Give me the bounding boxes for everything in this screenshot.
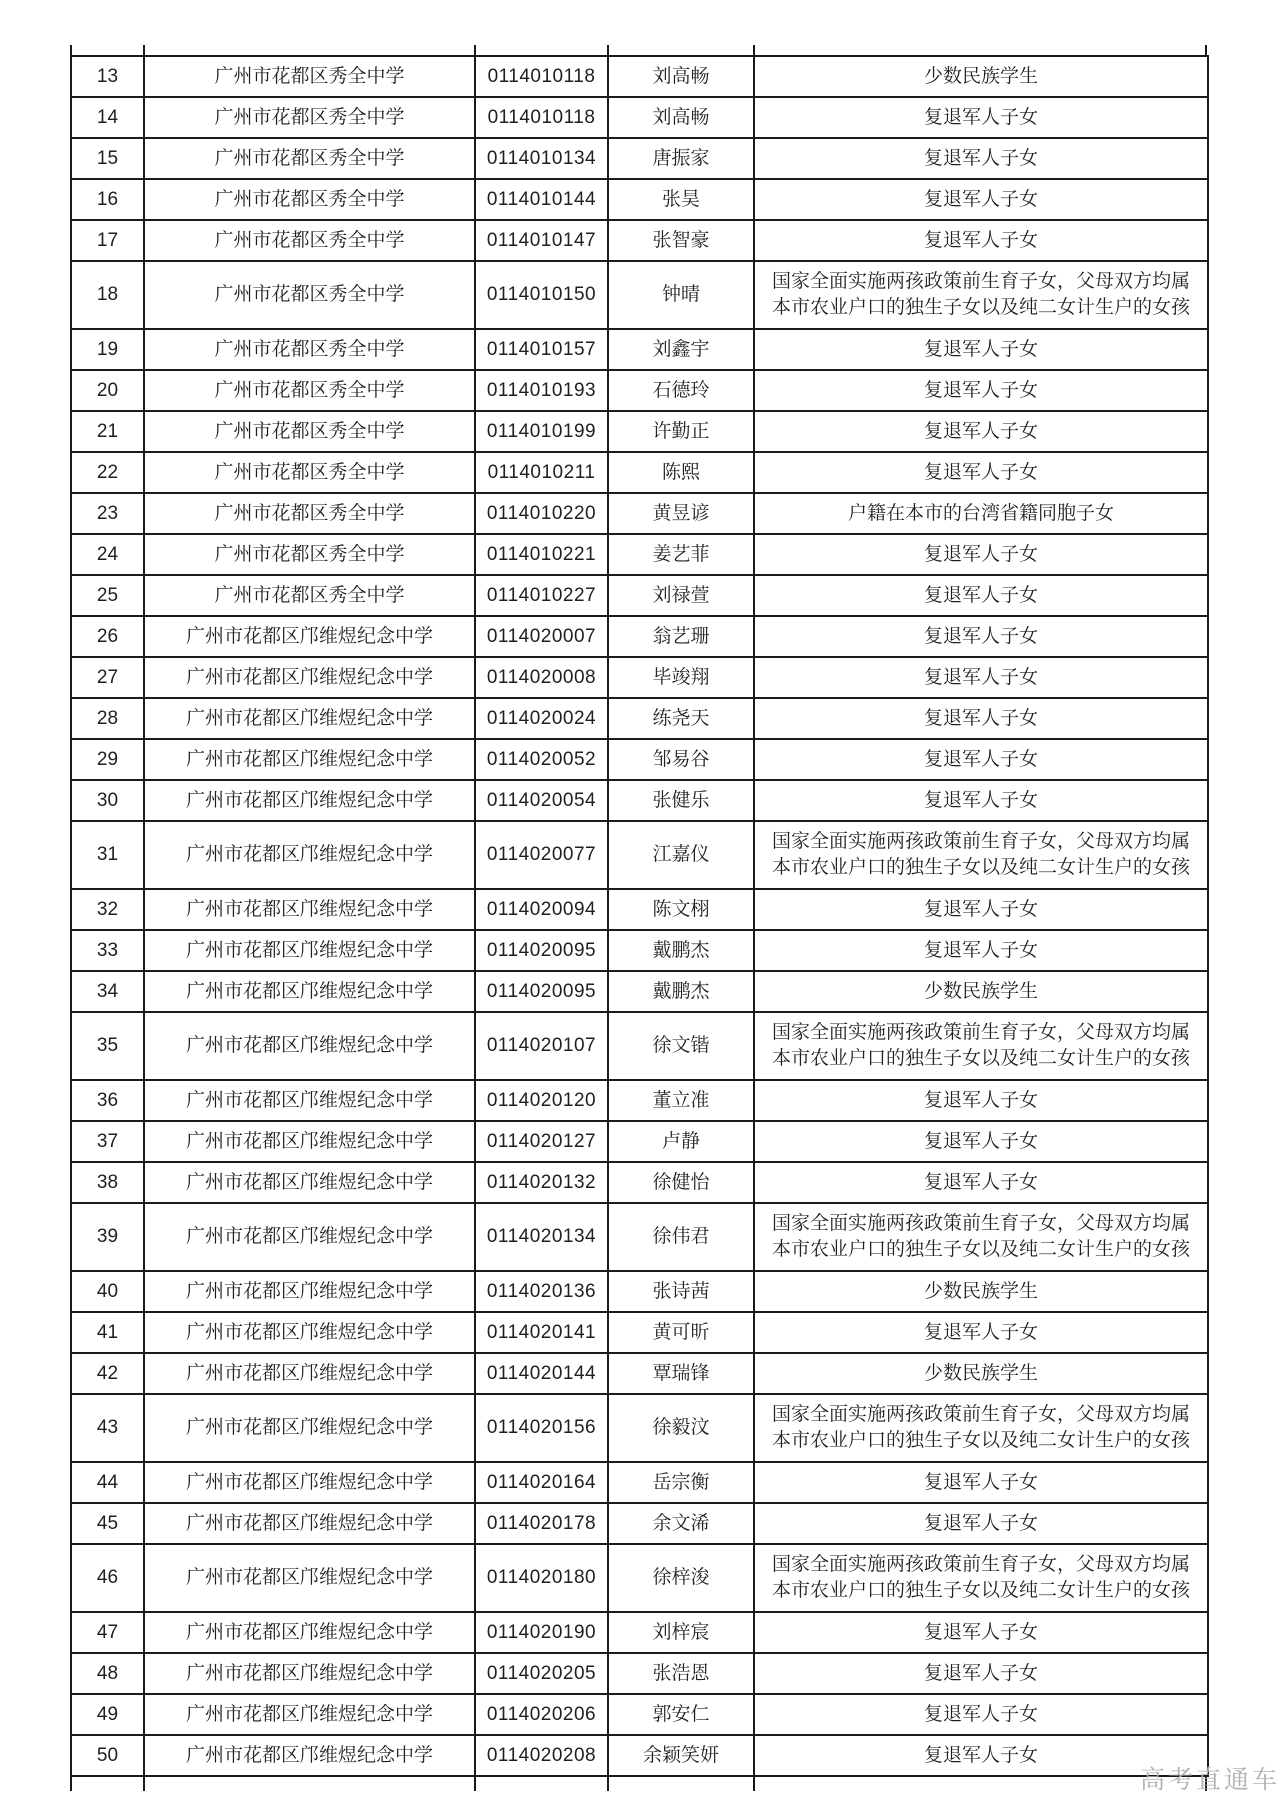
school-name-cell: 广州市花都区秀全中学 bbox=[144, 534, 475, 575]
table-row bbox=[71, 739, 1208, 780]
table-row bbox=[71, 493, 1208, 534]
school-name-cell: 广州市花都区邝维煜纪念中学 bbox=[144, 657, 475, 698]
exam-id-cell: 0114020054 bbox=[475, 780, 608, 821]
table-row bbox=[71, 780, 1208, 821]
category-cell: 少数民族学生 bbox=[754, 1271, 1208, 1312]
row-number-cell: 32 bbox=[71, 889, 144, 930]
exam-id-cell: 0114020095 bbox=[475, 930, 608, 971]
school-name-cell: 广州市花都区邝维煜纪念中学 bbox=[144, 1394, 475, 1462]
category-cell: 复退军人子女 bbox=[754, 1312, 1208, 1353]
table-border-stub bbox=[474, 45, 476, 55]
school-name-cell: 广州市花都区邝维煜纪念中学 bbox=[144, 1271, 475, 1312]
table-row bbox=[71, 575, 1208, 616]
school-name-cell: 广州市花都区邝维煜纪念中学 bbox=[144, 1544, 475, 1612]
student-name-cell: 姜艺菲 bbox=[608, 534, 754, 575]
category-cell: 复退军人子女 bbox=[754, 780, 1208, 821]
category-cell: 国家全面实施两孩政策前生育子女，父母双方均属本市农业户口的独生子女以及纯二女计生户的女孩 bbox=[754, 1012, 1208, 1080]
student-name-cell: 钟晴 bbox=[608, 261, 754, 329]
student-qualification-table bbox=[70, 55, 1209, 1777]
student-name-cell: 刘梓宸 bbox=[608, 1612, 754, 1653]
exam-id-cell: 0114020134 bbox=[475, 1203, 608, 1271]
student-name-cell: 张健乐 bbox=[608, 780, 754, 821]
table-border-stub bbox=[143, 1777, 145, 1791]
table-row bbox=[71, 138, 1208, 179]
exam-id-cell: 0114020190 bbox=[475, 1612, 608, 1653]
table-row bbox=[71, 1694, 1208, 1735]
exam-id-cell: 0114020120 bbox=[475, 1080, 608, 1121]
category-cell: 复退军人子女 bbox=[754, 220, 1208, 261]
school-name-cell: 广州市花都区秀全中学 bbox=[144, 56, 475, 97]
table-border-stub bbox=[753, 1777, 755, 1791]
exam-id-cell: 0114010134 bbox=[475, 138, 608, 179]
student-name-cell: 徐梓浚 bbox=[608, 1544, 754, 1612]
table-row bbox=[71, 220, 1208, 261]
table-row bbox=[71, 1653, 1208, 1694]
exam-id-cell: 0114020095 bbox=[475, 971, 608, 1012]
school-name-cell: 广州市花都区秀全中学 bbox=[144, 220, 475, 261]
category-cell: 复退军人子女 bbox=[754, 1694, 1208, 1735]
exam-id-cell: 0114010118 bbox=[475, 97, 608, 138]
table-row bbox=[71, 1612, 1208, 1653]
exam-id-cell: 0114020127 bbox=[475, 1121, 608, 1162]
table-row bbox=[71, 1012, 1208, 1080]
school-name-cell: 广州市花都区邝维煜纪念中学 bbox=[144, 930, 475, 971]
school-name-cell: 广州市花都区秀全中学 bbox=[144, 261, 475, 329]
table-row bbox=[71, 452, 1208, 493]
category-cell: 复退军人子女 bbox=[754, 1503, 1208, 1544]
student-name-cell: 徐文锴 bbox=[608, 1012, 754, 1080]
student-name-cell: 刘高畅 bbox=[608, 56, 754, 97]
category-cell: 国家全面实施两孩政策前生育子女，父母双方均属本市农业户口的独生子女以及纯二女计生户的女孩 bbox=[754, 1203, 1208, 1271]
student-name-cell: 毕竣翔 bbox=[608, 657, 754, 698]
school-name-cell: 广州市花都区邝维煜纪念中学 bbox=[144, 1080, 475, 1121]
student-name-cell: 岳宗衡 bbox=[608, 1462, 754, 1503]
row-number-cell: 31 bbox=[71, 821, 144, 889]
category-cell: 国家全面实施两孩政策前生育子女，父母双方均属本市农业户口的独生子女以及纯二女计生户的女孩 bbox=[754, 1394, 1208, 1462]
table-row bbox=[71, 698, 1208, 739]
student-name-cell: 余颖笑妍 bbox=[608, 1735, 754, 1776]
student-name-cell: 张诗茜 bbox=[608, 1271, 754, 1312]
school-name-cell: 广州市花都区邝维煜纪念中学 bbox=[144, 616, 475, 657]
student-name-cell: 刘鑫宇 bbox=[608, 329, 754, 370]
row-number-cell: 14 bbox=[71, 97, 144, 138]
row-number-cell: 45 bbox=[71, 1503, 144, 1544]
school-name-cell: 广州市花都区邝维煜纪念中学 bbox=[144, 821, 475, 889]
student-name-cell: 江嘉仪 bbox=[608, 821, 754, 889]
school-name-cell: 广州市花都区秀全中学 bbox=[144, 370, 475, 411]
category-cell: 复退军人子女 bbox=[754, 138, 1208, 179]
exam-id-cell: 0114010211 bbox=[475, 452, 608, 493]
school-name-cell: 广州市花都区邝维煜纪念中学 bbox=[144, 1012, 475, 1080]
school-name-cell: 广州市花都区邝维煜纪念中学 bbox=[144, 1653, 475, 1694]
table-border-stub bbox=[1205, 45, 1207, 55]
exam-id-cell: 0114020205 bbox=[475, 1653, 608, 1694]
exam-id-cell: 0114010221 bbox=[475, 534, 608, 575]
category-cell: 复退军人子女 bbox=[754, 616, 1208, 657]
table-border-stub bbox=[474, 1777, 476, 1791]
row-number-cell: 30 bbox=[71, 780, 144, 821]
student-name-cell: 戴鹏杰 bbox=[608, 971, 754, 1012]
school-name-cell: 广州市花都区邝维煜纪念中学 bbox=[144, 1694, 475, 1735]
exam-id-cell: 0114010193 bbox=[475, 370, 608, 411]
school-name-cell: 广州市花都区邝维煜纪念中学 bbox=[144, 1353, 475, 1394]
school-name-cell: 广州市花都区邝维煜纪念中学 bbox=[144, 1203, 475, 1271]
table-border-stub bbox=[607, 45, 609, 55]
student-name-cell: 郭安仁 bbox=[608, 1694, 754, 1735]
row-number-cell: 50 bbox=[71, 1735, 144, 1776]
watermark-gaokao-express: 高考直通车 bbox=[1140, 1766, 1280, 1794]
student-name-cell: 徐毅汶 bbox=[608, 1394, 754, 1462]
table-row bbox=[71, 1503, 1208, 1544]
exam-id-cell: 0114010147 bbox=[475, 220, 608, 261]
student-name-cell: 陈文栩 bbox=[608, 889, 754, 930]
category-cell: 复退军人子女 bbox=[754, 179, 1208, 220]
category-cell: 复退军人子女 bbox=[754, 1121, 1208, 1162]
table-row bbox=[71, 1080, 1208, 1121]
table-row bbox=[71, 411, 1208, 452]
exam-id-cell: 0114020136 bbox=[475, 1271, 608, 1312]
table-row bbox=[71, 1735, 1208, 1776]
row-number-cell: 16 bbox=[71, 179, 144, 220]
exam-id-cell: 0114020107 bbox=[475, 1012, 608, 1080]
row-number-cell: 24 bbox=[71, 534, 144, 575]
student-name-cell: 卢静 bbox=[608, 1121, 754, 1162]
exam-id-cell: 0114020164 bbox=[475, 1462, 608, 1503]
row-number-cell: 22 bbox=[71, 452, 144, 493]
exam-id-cell: 0114010118 bbox=[475, 56, 608, 97]
exam-id-cell: 0114010150 bbox=[475, 261, 608, 329]
school-name-cell: 广州市花都区秀全中学 bbox=[144, 493, 475, 534]
student-name-cell: 黄可昕 bbox=[608, 1312, 754, 1353]
category-cell: 复退军人子女 bbox=[754, 1080, 1208, 1121]
table-row bbox=[71, 1394, 1208, 1462]
table-partial-row-top bbox=[70, 45, 1207, 55]
student-name-cell: 张智豪 bbox=[608, 220, 754, 261]
row-number-cell: 27 bbox=[71, 657, 144, 698]
school-name-cell: 广州市花都区邝维煜纪念中学 bbox=[144, 1121, 475, 1162]
school-name-cell: 广州市花都区邝维煜纪念中学 bbox=[144, 1312, 475, 1353]
exam-id-cell: 0114010227 bbox=[475, 575, 608, 616]
exam-id-cell: 0114020008 bbox=[475, 657, 608, 698]
table-row bbox=[71, 1462, 1208, 1503]
exam-id-cell: 0114020052 bbox=[475, 739, 608, 780]
student-name-cell: 徐伟君 bbox=[608, 1203, 754, 1271]
table-row bbox=[71, 1121, 1208, 1162]
table-row bbox=[71, 329, 1208, 370]
student-name-cell: 刘高畅 bbox=[608, 97, 754, 138]
table-row bbox=[71, 1162, 1208, 1203]
table-row bbox=[71, 616, 1208, 657]
table-row bbox=[71, 97, 1208, 138]
category-cell: 复退军人子女 bbox=[754, 370, 1208, 411]
row-number-cell: 49 bbox=[71, 1694, 144, 1735]
table-row bbox=[71, 56, 1208, 97]
category-cell: 少数民族学生 bbox=[754, 1353, 1208, 1394]
row-number-cell: 17 bbox=[71, 220, 144, 261]
student-name-cell: 许勤正 bbox=[608, 411, 754, 452]
category-cell: 复退军人子女 bbox=[754, 1735, 1208, 1776]
table-row bbox=[71, 179, 1208, 220]
table-row bbox=[71, 1544, 1208, 1612]
table-row bbox=[71, 534, 1208, 575]
student-name-cell: 黄昱谚 bbox=[608, 493, 754, 534]
row-number-cell: 13 bbox=[71, 56, 144, 97]
row-number-cell: 29 bbox=[71, 739, 144, 780]
school-name-cell: 广州市花都区秀全中学 bbox=[144, 179, 475, 220]
exam-id-cell: 0114010220 bbox=[475, 493, 608, 534]
row-number-cell: 39 bbox=[71, 1203, 144, 1271]
exam-id-cell: 0114020094 bbox=[475, 889, 608, 930]
school-name-cell: 广州市花都区秀全中学 bbox=[144, 329, 475, 370]
student-name-cell: 覃瑞锋 bbox=[608, 1353, 754, 1394]
category-cell: 少数民族学生 bbox=[754, 971, 1208, 1012]
row-number-cell: 26 bbox=[71, 616, 144, 657]
category-cell: 复退军人子女 bbox=[754, 1653, 1208, 1694]
student-name-cell: 徐健怡 bbox=[608, 1162, 754, 1203]
school-name-cell: 广州市花都区秀全中学 bbox=[144, 411, 475, 452]
exam-id-cell: 0114010199 bbox=[475, 411, 608, 452]
exam-id-cell: 0114020206 bbox=[475, 1694, 608, 1735]
school-name-cell: 广州市花都区秀全中学 bbox=[144, 97, 475, 138]
exam-id-cell: 0114020180 bbox=[475, 1544, 608, 1612]
row-number-cell: 38 bbox=[71, 1162, 144, 1203]
row-number-cell: 47 bbox=[71, 1612, 144, 1653]
table-border-stub bbox=[753, 45, 755, 55]
category-cell: 复退军人子女 bbox=[754, 657, 1208, 698]
row-number-cell: 44 bbox=[71, 1462, 144, 1503]
row-number-cell: 25 bbox=[71, 575, 144, 616]
student-name-cell: 唐振家 bbox=[608, 138, 754, 179]
category-cell: 复退军人子女 bbox=[754, 575, 1208, 616]
row-number-cell: 23 bbox=[71, 493, 144, 534]
table-row bbox=[71, 971, 1208, 1012]
row-number-cell: 18 bbox=[71, 261, 144, 329]
table-row bbox=[71, 657, 1208, 698]
category-cell: 复退军人子女 bbox=[754, 1162, 1208, 1203]
table-row bbox=[71, 370, 1208, 411]
row-number-cell: 48 bbox=[71, 1653, 144, 1694]
exam-id-cell: 0114020141 bbox=[475, 1312, 608, 1353]
category-cell: 复退军人子女 bbox=[754, 411, 1208, 452]
exam-id-cell: 0114020208 bbox=[475, 1735, 608, 1776]
row-number-cell: 15 bbox=[71, 138, 144, 179]
school-name-cell: 广州市花都区邝维煜纪念中学 bbox=[144, 1612, 475, 1653]
student-name-cell: 刘禄萱 bbox=[608, 575, 754, 616]
row-number-cell: 41 bbox=[71, 1312, 144, 1353]
exam-id-cell: 0114020007 bbox=[475, 616, 608, 657]
exam-id-cell: 0114010144 bbox=[475, 179, 608, 220]
category-cell: 复退军人子女 bbox=[754, 1612, 1208, 1653]
category-cell: 复退军人子女 bbox=[754, 739, 1208, 780]
category-cell: 复退军人子女 bbox=[754, 534, 1208, 575]
school-name-cell: 广州市花都区邝维煜纪念中学 bbox=[144, 971, 475, 1012]
category-cell: 复退军人子女 bbox=[754, 1462, 1208, 1503]
row-number-cell: 43 bbox=[71, 1394, 144, 1462]
school-name-cell: 广州市花都区邝维煜纪念中学 bbox=[144, 1462, 475, 1503]
school-name-cell: 广州市花都区秀全中学 bbox=[144, 452, 475, 493]
school-name-cell: 广州市花都区秀全中学 bbox=[144, 138, 475, 179]
table-row bbox=[71, 889, 1208, 930]
student-name-cell: 张昊 bbox=[608, 179, 754, 220]
student-name-cell: 翁艺珊 bbox=[608, 616, 754, 657]
student-name-cell: 邹易谷 bbox=[608, 739, 754, 780]
category-cell: 少数民族学生 bbox=[754, 56, 1208, 97]
school-name-cell: 广州市花都区邝维煜纪念中学 bbox=[144, 889, 475, 930]
table-row bbox=[71, 1353, 1208, 1394]
category-cell: 复退军人子女 bbox=[754, 930, 1208, 971]
student-name-cell: 余文浠 bbox=[608, 1503, 754, 1544]
table-row bbox=[71, 261, 1208, 329]
category-cell: 复退军人子女 bbox=[754, 889, 1208, 930]
table-row bbox=[71, 1271, 1208, 1312]
category-cell: 复退军人子女 bbox=[754, 698, 1208, 739]
table-row bbox=[71, 1312, 1208, 1353]
school-name-cell: 广州市花都区邝维煜纪念中学 bbox=[144, 739, 475, 780]
exam-id-cell: 0114020077 bbox=[475, 821, 608, 889]
school-name-cell: 广州市花都区邝维煜纪念中学 bbox=[144, 780, 475, 821]
student-name-cell: 练尧天 bbox=[608, 698, 754, 739]
exam-id-cell: 0114020144 bbox=[475, 1353, 608, 1394]
student-name-cell: 石德玲 bbox=[608, 370, 754, 411]
row-number-cell: 37 bbox=[71, 1121, 144, 1162]
exam-id-cell: 0114020024 bbox=[475, 698, 608, 739]
row-number-cell: 42 bbox=[71, 1353, 144, 1394]
table-border-stub bbox=[143, 45, 145, 55]
table-border-stub bbox=[70, 1777, 72, 1791]
category-cell: 户籍在本市的台湾省籍同胞子女 bbox=[754, 493, 1208, 534]
table-row bbox=[71, 930, 1208, 971]
category-cell: 复退军人子女 bbox=[754, 97, 1208, 138]
table-row bbox=[71, 1203, 1208, 1271]
row-number-cell: 28 bbox=[71, 698, 144, 739]
table-partial-row-bottom bbox=[70, 1777, 1207, 1791]
school-name-cell: 广州市花都区邝维煜纪念中学 bbox=[144, 698, 475, 739]
exam-id-cell: 0114010157 bbox=[475, 329, 608, 370]
table-border-stub bbox=[70, 45, 72, 55]
row-number-cell: 19 bbox=[71, 329, 144, 370]
category-cell: 国家全面实施两孩政策前生育子女，父母双方均属本市农业户口的独生子女以及纯二女计生户的女孩 bbox=[754, 261, 1208, 329]
row-number-cell: 21 bbox=[71, 411, 144, 452]
school-name-cell: 广州市花都区邝维煜纪念中学 bbox=[144, 1162, 475, 1203]
row-number-cell: 34 bbox=[71, 971, 144, 1012]
exam-id-cell: 0114020178 bbox=[475, 1503, 608, 1544]
category-cell: 国家全面实施两孩政策前生育子女，父母双方均属本市农业户口的独生子女以及纯二女计生户的女孩 bbox=[754, 821, 1208, 889]
table-row bbox=[71, 821, 1208, 889]
student-name-cell: 陈熙 bbox=[608, 452, 754, 493]
row-number-cell: 36 bbox=[71, 1080, 144, 1121]
student-name-cell: 戴鹏杰 bbox=[608, 930, 754, 971]
exam-id-cell: 0114020156 bbox=[475, 1394, 608, 1462]
student-table-body bbox=[71, 56, 1208, 1776]
row-number-cell: 46 bbox=[71, 1544, 144, 1612]
category-cell: 复退军人子女 bbox=[754, 329, 1208, 370]
school-name-cell: 广州市花都区秀全中学 bbox=[144, 575, 475, 616]
row-number-cell: 20 bbox=[71, 370, 144, 411]
category-cell: 复退军人子女 bbox=[754, 452, 1208, 493]
student-name-cell: 张浩恩 bbox=[608, 1653, 754, 1694]
row-number-cell: 35 bbox=[71, 1012, 144, 1080]
row-number-cell: 40 bbox=[71, 1271, 144, 1312]
row-number-cell: 33 bbox=[71, 930, 144, 971]
school-name-cell: 广州市花都区邝维煜纪念中学 bbox=[144, 1735, 475, 1776]
school-name-cell: 广州市花都区邝维煜纪念中学 bbox=[144, 1503, 475, 1544]
student-name-cell: 董立准 bbox=[608, 1080, 754, 1121]
exam-id-cell: 0114020132 bbox=[475, 1162, 608, 1203]
table-border-stub bbox=[607, 1777, 609, 1791]
category-cell: 国家全面实施两孩政策前生育子女，父母双方均属本市农业户口的独生子女以及纯二女计生户的女孩 bbox=[754, 1544, 1208, 1612]
